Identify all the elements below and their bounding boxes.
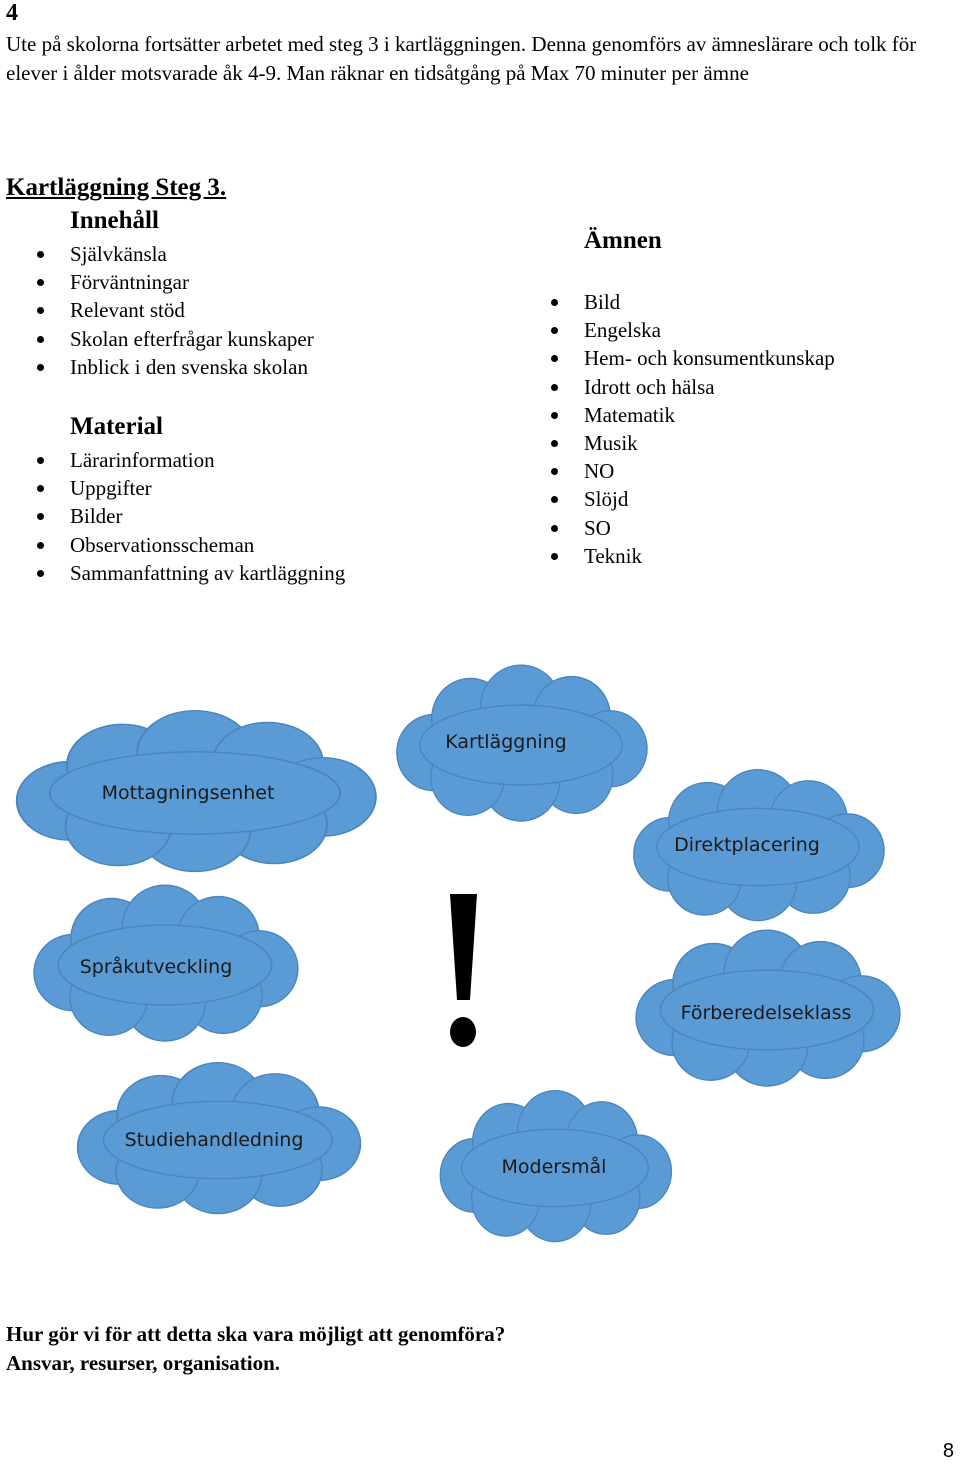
list-item: SO [584, 514, 835, 542]
material-heading: Material [70, 413, 164, 440]
material-list [70, 446, 345, 587]
list-item: Matematik [584, 401, 835, 429]
exclamation-mark [450, 894, 477, 1047]
list-item: Förväntningar [70, 268, 314, 296]
list-item: Engelska [584, 316, 835, 344]
list-item: Hem- och konsumentkunskap [584, 344, 835, 372]
amnen-heading: Ämnen [584, 227, 662, 254]
list-item: Slöjd [584, 485, 835, 513]
innehall-heading: Innehåll [70, 207, 159, 234]
list-item: Idrott och hälsa [584, 373, 835, 401]
amnen-list [584, 288, 835, 570]
footer-question-block [6, 1320, 505, 1378]
list-item: Musik [584, 429, 835, 457]
cloud-label-forberedelseklass: Förberedelseklass [680, 1002, 852, 1024]
footer-question: Hur gör vi för att detta ska vara möjligt att genomföra? [6, 1322, 506, 1346]
cloud-label-kartlaggning: Kartläggning [445, 731, 567, 753]
list-item: NO [584, 457, 835, 485]
list-item: Relevant stöd [70, 296, 314, 324]
section-number: 4 [6, 0, 18, 26]
intro-paragraph: Ute på skolorna fortsätter arbetet med steg 3 i kartläggningen. Denna genomförs av ämneslärare och tolk för elever i ålder motsvarade åk 4-9. Man räknar en tidsåtgång på Max 70 minuter per ämne [6, 32, 917, 85]
cloud-label-studiehandledning: Studiehandledning [124, 1129, 304, 1151]
list-item: Inblick i den svenska skolan [70, 353, 314, 381]
list-item: Teknik [584, 542, 835, 570]
innehall-list [70, 240, 314, 381]
page-number: 8 [942, 1440, 954, 1462]
list-item: Lärarinformation [70, 446, 345, 474]
list-item: Sammanfattning av kartläggning [70, 559, 345, 587]
cloud-diagram [0, 660, 960, 1300]
cloud-label-modersmal: Modersmål [501, 1156, 607, 1178]
footer-subline: Ansvar, resurser, organisation. [6, 1351, 280, 1375]
list-item: Bild [584, 288, 835, 316]
cloud-label-mottagningsenhet: Mottagningsenhet [101, 782, 275, 804]
list-item: Uppgifter [70, 474, 345, 502]
list-item: Observationsscheman [70, 531, 345, 559]
list-item: Självkänsla [70, 240, 314, 268]
list-item: Skolan efterfrågar kunskaper [70, 325, 314, 353]
list-item: Bilder [70, 502, 345, 530]
cloud-label-direktplacering: Direktplacering [674, 834, 820, 856]
cloud-label-sprakutveckling: Språkutveckling [79, 956, 233, 978]
page-title: Kartläggning Steg 3. [6, 174, 227, 201]
